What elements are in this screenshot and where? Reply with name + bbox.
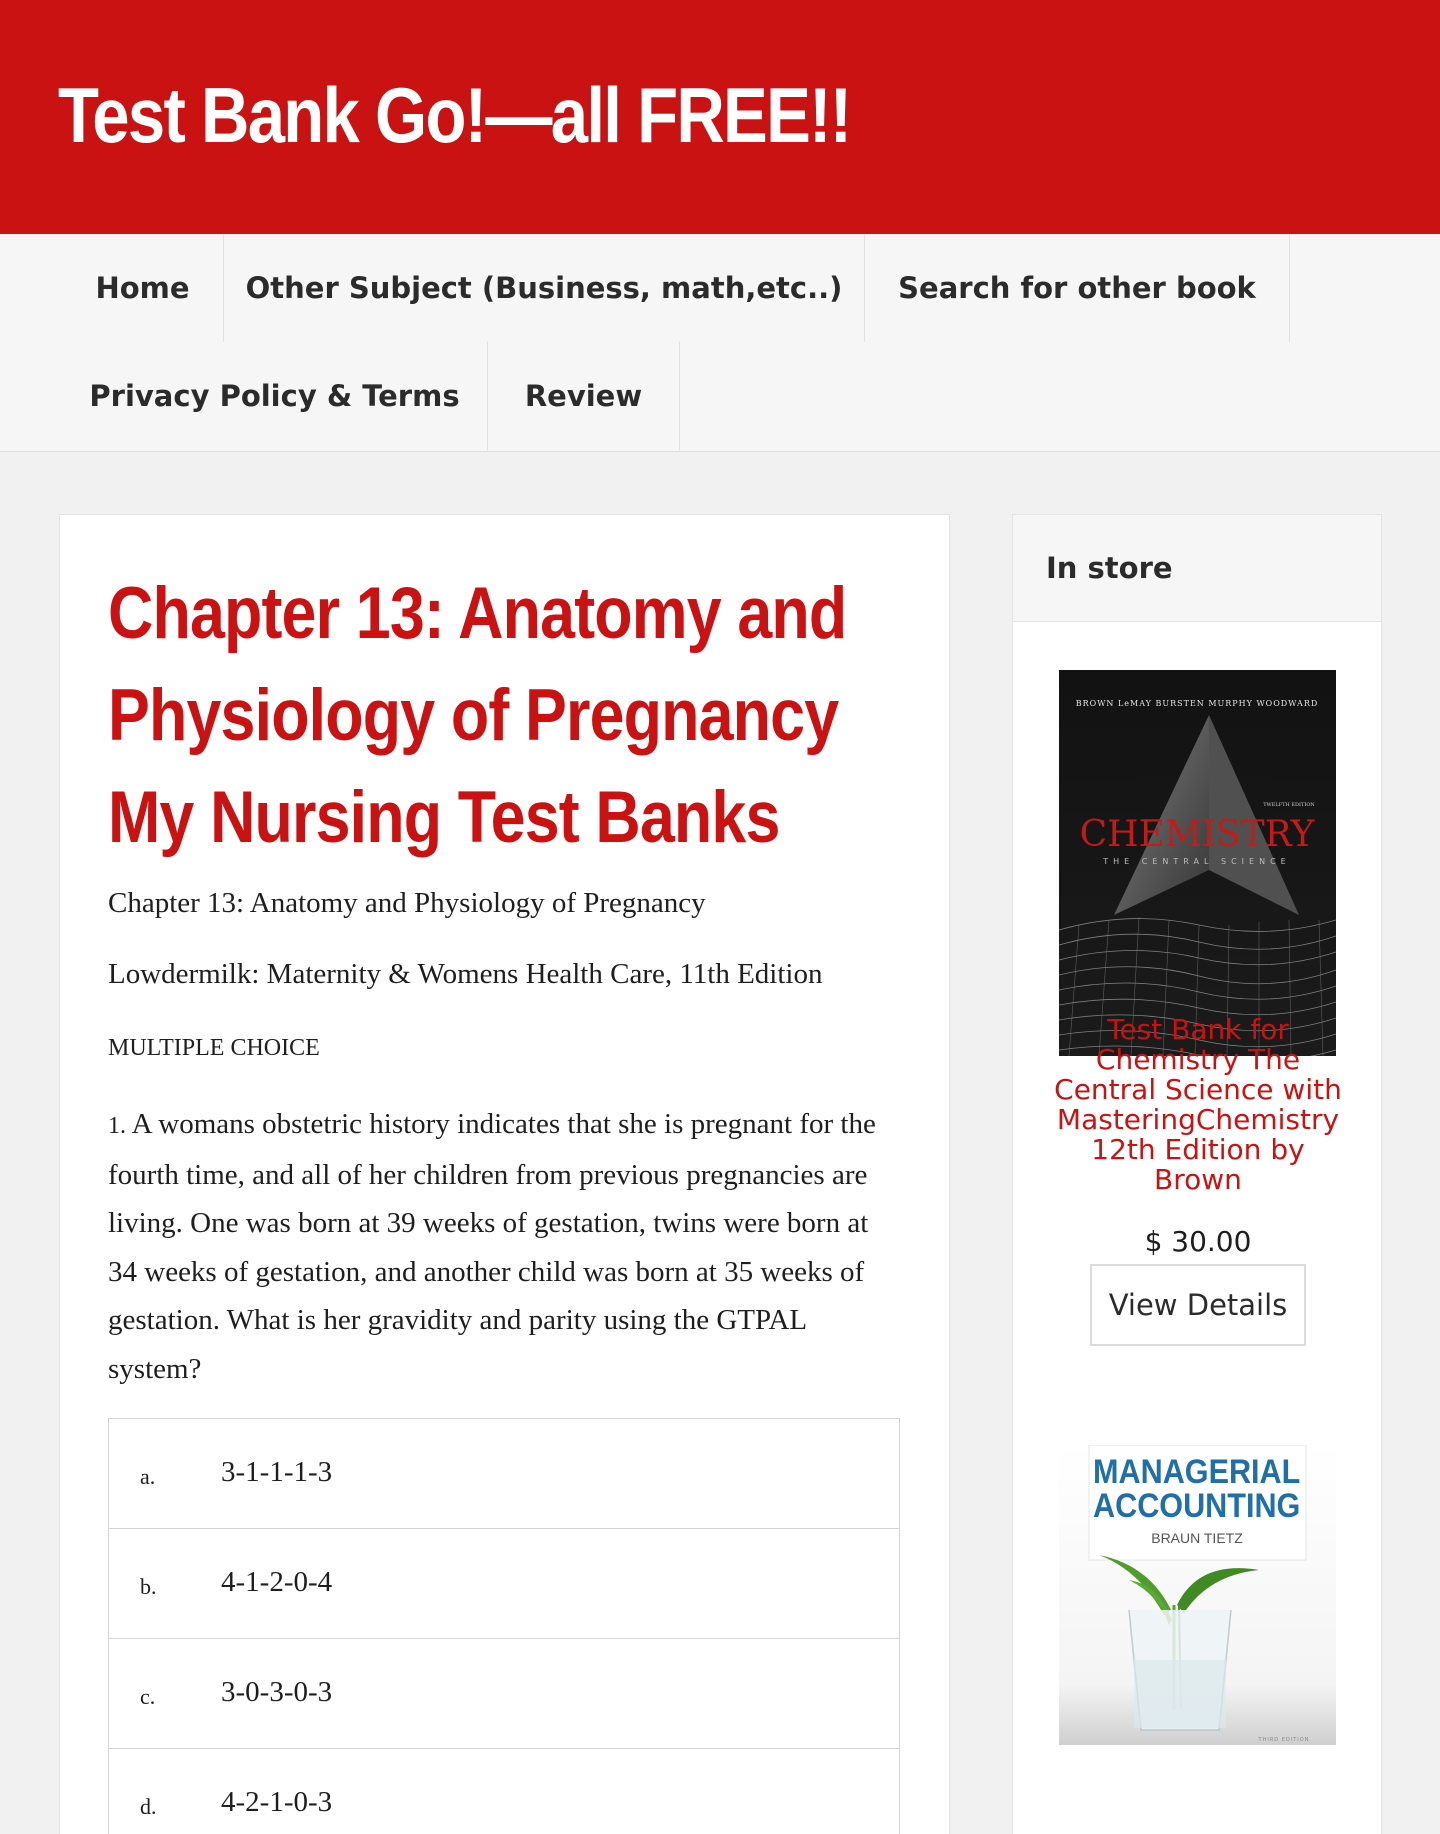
chemistry-cover-image xyxy=(1059,670,1336,1056)
product-item xyxy=(1013,623,1383,1383)
product-title-link[interactable]: Test Bank for Chemistry The Central Science with MasteringChemistry 12th Edition by Brown xyxy=(1054,1013,1342,1196)
article-title xyxy=(108,563,928,869)
answer-row xyxy=(109,1419,899,1529)
product-cover-managerial-accounting[interactable] xyxy=(1059,1445,1336,1745)
main-navigation xyxy=(0,234,1440,452)
glass-illustration xyxy=(1129,1610,1231,1730)
cover-authors: BROWN LeMAY BURSTEN MURPHY WOODWARD xyxy=(1075,699,1319,708)
answer-letter: a. xyxy=(140,1464,156,1489)
answer-letter: c. xyxy=(140,1684,156,1709)
answer-text: 3-0-3-0-3 xyxy=(221,1676,333,1708)
question-body: A womans obstetric history indicates that she is pregnant for the fourth time, and all of her children from previous pregnancies are living. One was born at 39 weeks of gestation, twins were born at 34 weeks of gestation, and another child was born at 35 weeks of gestation. What is her gravidity and parity using the GTPAL system? xyxy=(108,1108,876,1385)
widget-title: In store xyxy=(1013,515,1381,622)
product-price: $ 30.00 xyxy=(1144,1225,1252,1258)
nav-item-other-subject[interactable]: Other Subject (Business, math,etc..) xyxy=(224,234,865,342)
article-card xyxy=(59,514,950,1834)
section-label: MULTIPLE CHOICE xyxy=(108,1035,320,1061)
answer-row xyxy=(109,1529,899,1639)
cover-authors: BRAUN TIETZ xyxy=(1151,1530,1243,1546)
answer-letter: d. xyxy=(140,1794,157,1819)
answer-table xyxy=(108,1418,900,1834)
nav-item-home[interactable]: Home xyxy=(62,234,224,342)
product-item xyxy=(1013,1445,1383,1745)
answer-letter: b. xyxy=(140,1574,157,1599)
site-title-link[interactable]: Test Bank Go!—all FREE!! xyxy=(58,71,851,159)
managerial-accounting-cover-image xyxy=(1059,1445,1336,1745)
answer-text: 3-1-1-1-3 xyxy=(221,1456,333,1488)
cover-title-line1: MANAGERIAL xyxy=(1093,1452,1301,1491)
question-text xyxy=(108,1100,898,1393)
article-title-line: Chapter 13: Anatomy and xyxy=(108,573,847,654)
answer-row xyxy=(109,1639,899,1749)
site-header xyxy=(0,0,1440,234)
sidebar xyxy=(1012,514,1382,1834)
article-title-line: Physiology of Pregnancy xyxy=(108,675,839,756)
answer-row xyxy=(109,1749,899,1834)
cover-subtitle: THE CENTRAL SCIENCE xyxy=(1103,857,1291,866)
cover-edition: TWELFTH EDITION xyxy=(1263,802,1315,808)
answer-text: 4-1-2-0-4 xyxy=(221,1566,333,1598)
nav-item-review[interactable]: Review xyxy=(488,342,680,450)
chapter-subtitle: Chapter 13: Anatomy and Physiology of Pregnancy xyxy=(108,887,706,919)
nav-item-privacy-policy[interactable]: Privacy Policy & Terms xyxy=(62,342,488,450)
question-number: 1. xyxy=(108,1113,126,1139)
nav-item-search-other-book[interactable]: Search for other book xyxy=(865,234,1290,342)
article-title-line: My Nursing Test Banks xyxy=(108,777,780,858)
view-details-button[interactable]: View Details xyxy=(1090,1264,1306,1346)
cover-title-line2: ACCOUNTING xyxy=(1093,1486,1301,1525)
product-cover-chemistry[interactable] xyxy=(1059,670,1336,1056)
cover-title: CHEMISTRY xyxy=(1079,814,1315,855)
answer-text: 4-2-1-0-3 xyxy=(221,1786,333,1818)
cover-edition: THIRD EDITION xyxy=(1258,1737,1310,1743)
book-reference: Lowdermilk: Maternity & Womens Health Care, 11th Edition xyxy=(108,958,823,990)
